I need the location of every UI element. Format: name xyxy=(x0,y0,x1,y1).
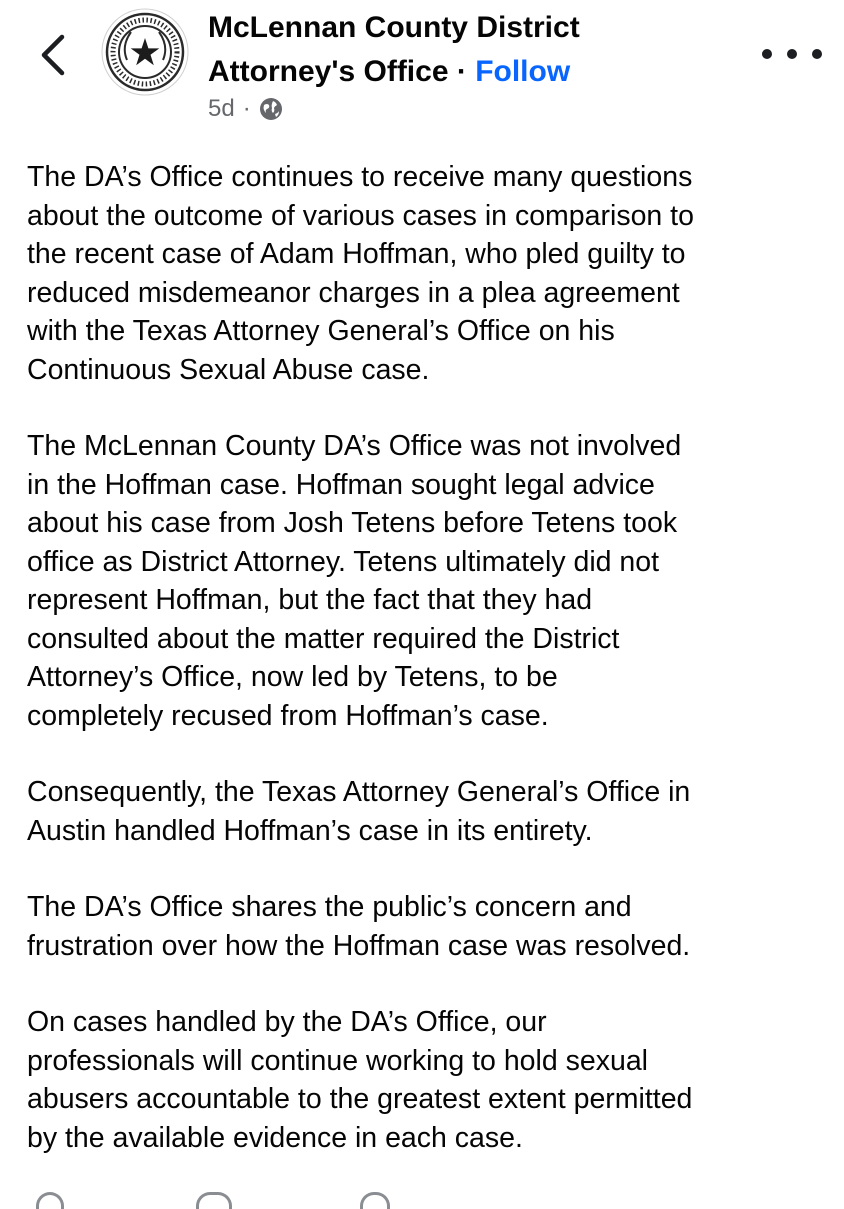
post-header xyxy=(0,0,844,140)
page-title xyxy=(208,6,728,94)
like-icon[interactable] xyxy=(36,1192,64,1209)
post-paragraph: Consequently, the Texas Attorney General’s Office in Austin handled Hoffman’s case in its entirety. xyxy=(27,776,691,847)
post-timestamp[interactable]: 5d xyxy=(208,95,235,122)
more-dot xyxy=(787,49,797,59)
post-paragraph: On cases handled by the DA’s Office, our professionals will continue working to hold sexual abusers accountable to the greatest extent permitted by the available evidence in each case. xyxy=(27,1006,693,1154)
post-body xyxy=(27,158,827,1195)
back-button[interactable] xyxy=(26,28,80,82)
more-dot xyxy=(812,49,822,59)
more-options-button[interactable] xyxy=(762,40,822,68)
page-name-line1[interactable]: McLennan County District xyxy=(208,11,580,44)
title-separator: · xyxy=(448,55,476,88)
post-meta xyxy=(208,92,283,126)
more-dot xyxy=(762,49,772,59)
post-paragraph: The McLennan County DA’s Office was not involved in the Hoffman case. Hoffman sought legal advice about his case from Josh Tetens before Tetens took office as District Attorney. Tetens ultimately did not represent Hoffman, but the fact that they had consulted about the matter required the District Attorney’s Office, now led by Tetens, to be completely recused from Hoffman’s case. xyxy=(27,430,682,732)
page-avatar[interactable] xyxy=(101,8,189,96)
page-name-line2[interactable]: Attorney's Office xyxy=(208,55,449,88)
comment-icon[interactable] xyxy=(196,1192,232,1209)
action-bar-peek xyxy=(0,1188,844,1200)
post-paragraph: The DA’s Office continues to receive many questions about the outcome of various cases in comparison to the recent case of Adam Hoffman, who pled guilty to reduced misdemeanor charges in a plea agreement with the Texas Attorney General’s Office on his Continuous Sexual Abuse case. xyxy=(27,161,694,386)
meta-separator: · xyxy=(242,95,251,122)
follow-button[interactable]: Follow xyxy=(475,55,571,88)
county-seal-icon xyxy=(101,8,189,96)
chevron-left-icon xyxy=(38,33,68,77)
share-icon[interactable] xyxy=(360,1192,390,1209)
globe-icon xyxy=(259,97,283,121)
post-paragraph: The DA’s Office shares the public’s concern and frustration over how the Hoffman case was resolved. xyxy=(27,891,691,962)
